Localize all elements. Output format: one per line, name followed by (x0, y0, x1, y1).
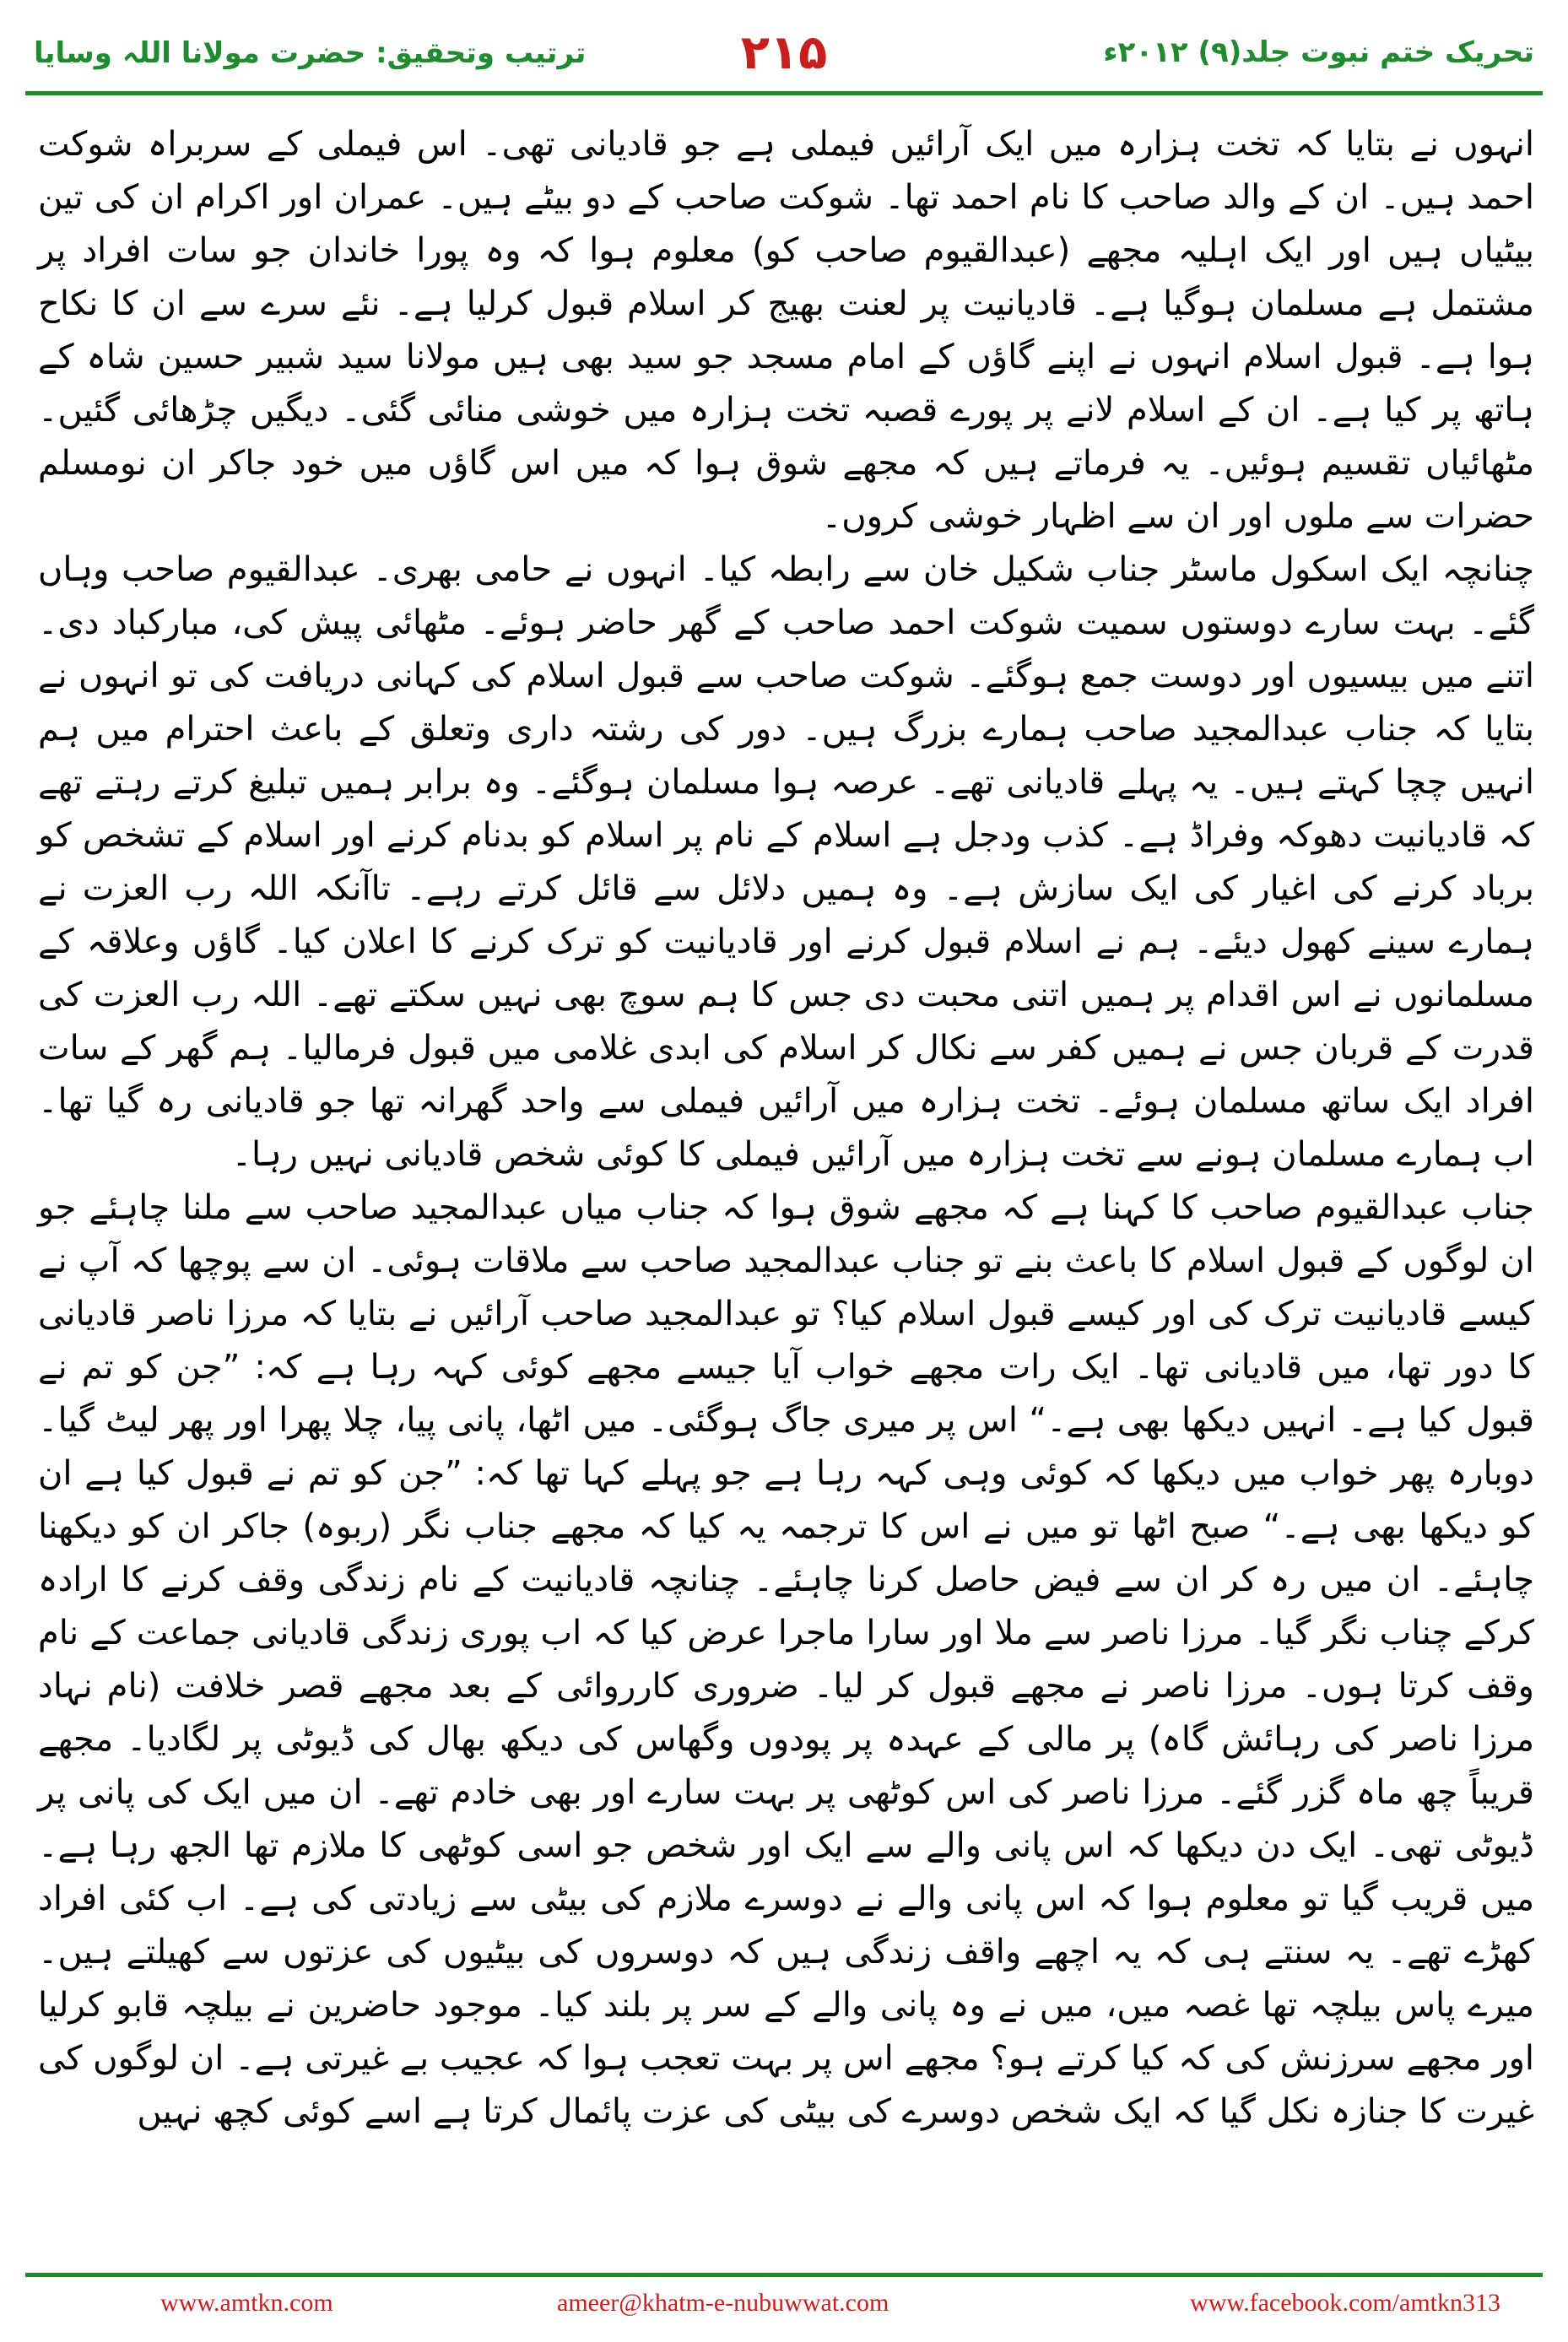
page-number: ۲۱۵ (740, 25, 828, 80)
footer-divider (25, 2273, 1543, 2277)
footer-email-link[interactable]: ameer@khatm-e-nubuwwat.com (557, 2289, 889, 2317)
paragraph: چنانچہ ایک اسکول ماسٹر جناب شکیل خان سے رابطہ کیا۔ انہوں نے حامی بھری۔ عبدالقیوم صاحب وہاں گئے۔ بہت سارے دوستوں سمیت شوکت احمد صاحب کے گھر حاضر ہوئے۔ مٹھائی پیش کی، مبارکباد دی۔ اتنے میں بیسیوں اور دوست جمع ہوگئے۔ شوکت صاحب سے قبول اسلام کی کہانی دریافت کی تو انہوں نے بتایا کہ جناب عبدالمجید صاحب ہمارے بزرگ ہیں۔ دور کی رشتہ داری وتعلق کے باعث احترام میں ہم انہیں چچا کہتے ہیں۔ یہ پہلے قادیانی تھے۔ عرصہ ہوا مسلمان ہوگئے۔ وہ برابر ہمیں تبلیغ کرتے رہتے تھے کہ قادیانیت دھوکہ وفراڈ ہے۔ کذب ودجل ہے اسلام کے نام پر اسلام کو بدنام کرنے اور اسلام کے تشخص کو برباد کرنے کی اغیار کی ایک سازش ہے۔ وہ ہمیں دلائل سے قائل کرتے رہے۔ تاآنکہ اللہ رب العزت نے ہمارے سینے کھول دیئے۔ ہم نے اسلام قبول کرنے اور قادیانیت کو ترک کرنے کا اعلان کیا۔ گاؤں وعلاقہ کے مسلمانوں نے اس اقدام پر ہمیں اتنی محبت دی جس کا ہم سوچ بھی نہیں سکتے تھے۔ اللہ رب العزت کی قدرت کے قربان جس نے ہمیں کفر سے نکال کر اسلام کی ابدی غلامی میں قبول فرمالیا۔ ہم گھر کے سات افراد ایک ساتھ مسلمان ہوئے۔ تخت ہزارہ میں آرائیں فیملی سے واحد گھرانہ تھا جو قادیانی رہ گیا تھا۔ اب ہمارے مسلمان ہونے سے تخت ہزارہ میں آرائیں فیملی کا کوئی شخص قادیانی نہیں رہا۔ (38, 550, 1535, 1174)
header-compiler-credit: ترتیب وتحقیق: حضرت مولانا اللہ وسایا (34, 36, 587, 70)
header-divider (25, 91, 1543, 95)
footer-website-link[interactable]: www.amtkn.com (160, 2289, 333, 2317)
footer-facebook-link[interactable]: www.facebook.com/amtkn313 (1190, 2289, 1500, 2317)
header-book-title: تحریک ختم نبوت جلد(۹) ۲۰۱۲ء (1103, 35, 1534, 69)
paragraph: انہوں نے بتایا کہ تخت ہزارہ میں ایک آرائیں فیملی ہے جو قادیانی تھی۔ اس فیملی کے سربراہ شوکت احمد ہیں۔ ان کے والد صاحب کا نام احمد تھا۔ شوکت صاحب کے دو بیٹے ہیں۔ عمران اور اکرام ان کی تین بیٹیاں ہیں اور ایک اہلیہ مجھے (عبدالقیوم صاحب کو) معلوم ہوا کہ وہ پورا خاندان جو سات افراد پر مشتمل ہے مسلمان ہوگیا ہے۔ قادیانیت پر لعنت بھیج کر اسلام قبول کرلیا ہے۔ نئے سرے سے ان کا نکاح ہوا ہے۔ قبول اسلام انہوں نے اپنے گاؤں کے امام مسجد جو سید بھی ہیں مولانا سید شبیر حسین شاہ کے ہاتھ پر کیا ہے۔ ان کے اسلام لانے پر پورے قصبہ تخت ہزارہ میں خوشی منائی گئی۔ دیگیں چڑھائی گئیں۔ مٹھائیاں تقسیم ہوئیں۔ یہ فرماتے ہیں کہ مجھے شوق ہوا کہ میں اس گاؤں میں خود جاکر ان نومسلم حضرات سے ملوں اور ان سے اظہار خوشی کروں۔ (38, 125, 1535, 536)
page-footer (34, 2289, 1534, 2331)
page-body (38, 118, 1534, 2253)
page-header (34, 25, 1534, 84)
paragraph: جناب عبدالقیوم صاحب کا کہنا ہے کہ مجھے شوق ہوا کہ جناب میاں عبدالمجید صاحب سے ملنا چاہئے جو ان لوگوں کے قبول اسلام کا باعث بنے تو جناب عبدالمجید صاحب سے ملاقات ہوئی۔ ان سے پوچھا کہ آپ نے کیسے قادیانیت ترک کی اور کیسے قبول اسلام کیا؟ تو عبدالمجید صاحب آرائیں نے بتایا کہ مرزا ناصر قادیانی کا دور تھا، میں قادیانی تھا۔ ایک رات مجھے خواب آیا جیسے مجھے کوئی کہہ رہا ہے کہ: ”جن کو تم نے قبول کیا ہے۔ انہیں دیکھا بھی ہے۔“ اس پر میری جاگ ہوگئی۔ میں اٹھا، پانی پیا، چلا پھرا اور پھر لیٹ گیا۔ دوبارہ پھر خواب میں دیکھا کہ کوئی وہی کہہ رہا ہے جو پہلے کہا تھا کہ: ”جن کو تم نے قبول کیا ہے ان کو دیکھا بھی ہے۔“ صبح اٹھا تو میں نے اس کا ترجمہ یہ کیا کہ مجھے جناب نگر (ربوہ) جاکر ان کو دیکھنا چاہئے۔ ان میں رہ کر ان سے فیض حاصل کرنا چاہئے۔ چنانچہ قادیانیت کے نام زندگی وقف کرنے کا ارادہ کرکے چناب نگر گیا۔ مرزا ناصر سے ملا اور سارا ماجرا عرض کیا کہ اب پوری زندگی قادیانی جماعت کے نام وقف کرتا ہوں۔ مرزا ناصر نے مجھے قبول کر لیا۔ ضروری کارروائی کے بعد مجھے قصر خلافت (نام نہاد مرزا ناصر کی رہائش گاہ) پر مالی کے عہدہ پر پودوں وگھاس کی دیکھ بھال کی ڈیوٹی پر لگادیا۔ مجھے قریباً چھ ماہ گزر گئے۔ مرزا ناصر کی اس کوٹھی پر بہت سارے اور بھی خادم تھے۔ ان میں ایک کی پانی پر ڈیوٹی تھی۔ ایک دن دیکھا کہ اس پانی والے سے ایک اور شخص جو اسی کوٹھی کا ملازم تھا الجھ رہا ہے۔ میں قریب گیا تو معلوم ہوا کہ اس پانی والے نے دوسرے ملازم کی بیٹی سے زیادتی کی ہے۔ اب کئی افراد کھڑے تھے۔ یہ سنتے ہی کہ یہ اچھے واقف زندگی ہیں کہ دوسروں کی بیٹیوں کی عزتوں سے کھیلتے ہیں۔ میرے پاس بیلچہ تھا غصہ میں، میں نے وہ پانی والے کے سر پر بلند کیا۔ موجود حاضرین نے بیلچہ قابو کرلیا اور مجھے سرزنش کی کہ کیا کرتے ہو؟ مجھے اس پر بہت تعجب ہوا کہ عجیب بے غیرتی ہے۔ ان لوگوں کی غیرت کا جنازہ نکل گیا کہ ایک شخص دوسرے کی بیٹی کی عزت پائمال کرتا ہے اسے کوئی کچھ نہیں (38, 1188, 1535, 2131)
